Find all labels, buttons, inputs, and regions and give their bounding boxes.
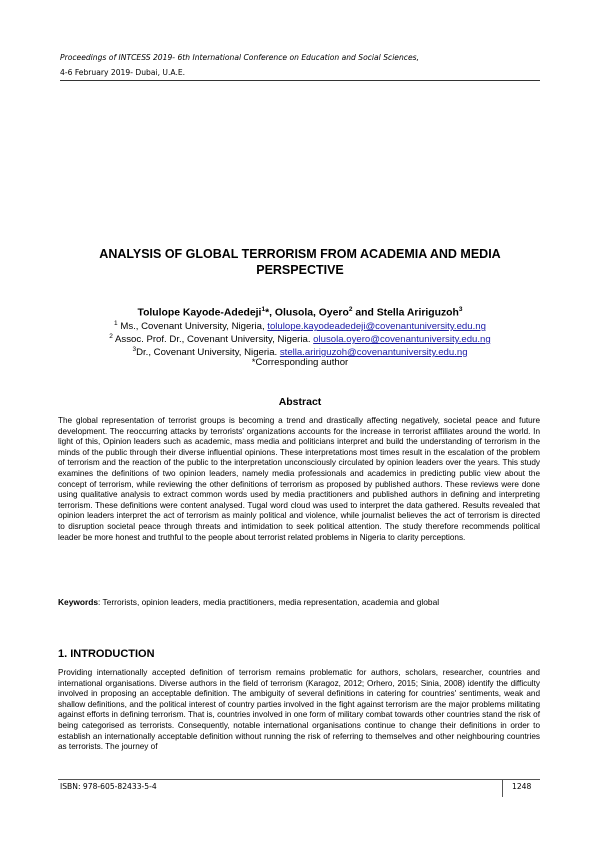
keywords-text: : Terrorists, opinion leaders, media practitioners, media representation, academia and global <box>98 597 440 607</box>
author-3-affil: 3 <box>458 306 463 313</box>
abstract-heading: Abstract <box>278 396 322 408</box>
email-link-3[interactable]: stella.aririguzoh@covenantuniversity.edu.ng <box>279 347 468 359</box>
affiliation-2: $^2$ Assoc. Prof. Dr., Covenant University, Nigeria. olusola.oyero@covenantuniversity.edu.ng <box>109 333 491 346</box>
email-link-1[interactable]: tolulope.kayodeadedeji@covenantuniversity.edu.ng <box>267 321 486 333</box>
header-date-location: 4-6 February 2019- Dubai, U.A.E. <box>60 68 186 77</box>
corresponding-author: *Corresponding author <box>251 357 349 368</box>
page-number: 1248 <box>512 782 532 791</box>
author-2: Olusola, Oyero <box>274 307 349 319</box>
title-line-2: PERSPECTIVE <box>256 262 344 277</box>
author-sep: and <box>352 307 377 319</box>
author-1: Tolulope Kayode-Adedeji <box>137 307 262 319</box>
email-link-2[interactable]: olusola.oyero@covenantuniversity.edu.ng <box>313 334 491 346</box>
affiliation-3: $^3$Dr., Covenant University, Nigeria. stella.aririguzoh@covenantuniversity.edu.ng <box>132 346 468 359</box>
author-3: Stella Aririguzoh <box>376 307 459 319</box>
header-divider <box>60 80 540 81</box>
header-conference: Proceedings of INTCESS 2019- 6th International Conference on Education and Social Sciences, <box>60 53 420 62</box>
running-header <box>60 50 540 80</box>
paper-title <box>60 247 540 278</box>
affiliation-1: $^1$ Ms., Covenant University, Nigeria, tolulope.kayodeadedeji@covenantuniversity.edu.ng <box>114 320 486 333</box>
author-2-affil: 2 <box>348 306 353 313</box>
keywords-label: Keywords <box>58 597 99 607</box>
section-heading-introduction: 1. INTRODUCTION <box>58 648 155 660</box>
keywords <box>58 597 540 608</box>
abstract-body: The global representation of terrorist groups is becoming a trend and drastically affecting negatively, societal peace and future development. The reoccurring attacks by terrorists' organizations accounts for the increase in terrorist affiliates around the world. In light of this, Opinion leaders such as academic, mass media and politicians interpret and build the understanding of terrorism in the minds of the public through their diverse influential opinions. These interpretations most times result in the escalation of the problem of terrorism and the reaction of the public to the interpretation unconsciously circulated by opinion leaders over the years. This study examines the definitions of two opinion leaders, namely media professionals and academics in predicting public view about the concept of terrorism, while reviewing the other definitions of terrorism as proposed by published authors. These reviews were done using qualitative analysis to extract common words used by media practitioners and published authors in defining and interpreting terrorism. These definitions were content analysed. Tugal word cloud was used to interpret the data gathered. Results revealed that opinion leaders interpret the act of terrorism as mainly political and violence, while journalist believes the act of terrorism is directed to disruption societal peace through threats and intimidation to seek political attention. The study therefore recommends political leader be more honest and truthful to the people about terrorist related problems in Nigeria to clarity perceptions. <box>58 416 540 542</box>
footer-isbn: ISBN: 978-605-82433-5-4 <box>60 782 157 791</box>
title-line-1: ANALYSIS OF GLOBAL TERRORISM FROM ACADEMIA AND MEDIA <box>99 247 501 261</box>
author-1-mark: *, <box>265 307 275 319</box>
author-list <box>60 303 540 319</box>
introduction-body: Providing internationally accepted definition of terrorism remains problematic for authors, scholars, researcher, countries and international organisations. Diverse authors in the field of terrorism (Karagoz, 2012; Orhero, 2015; Sinia, 2008) identify the difficulty involved in proposing an acceptable definition. The ambiguity of several definitions in catering for countries' sentiments, weak and shallow definitions, and the political interest of country parties involved in the fight against terrorism are the major problems militating against efforts in defining terrorism. That is, countries involved in one form of military combat towards other countries stand the risk of being categorised as terrorists. Consequently, notable international organisations continue to change their definitions in order to establish an internationally acceptable definition without running the risk of referring to themselves and other neighbouring countries as terrorists. The journey of <box>58 668 540 752</box>
footer-divider <box>58 779 540 780</box>
footer-vertical-divider <box>502 779 503 797</box>
author-1-affil: 1 <box>261 306 266 313</box>
